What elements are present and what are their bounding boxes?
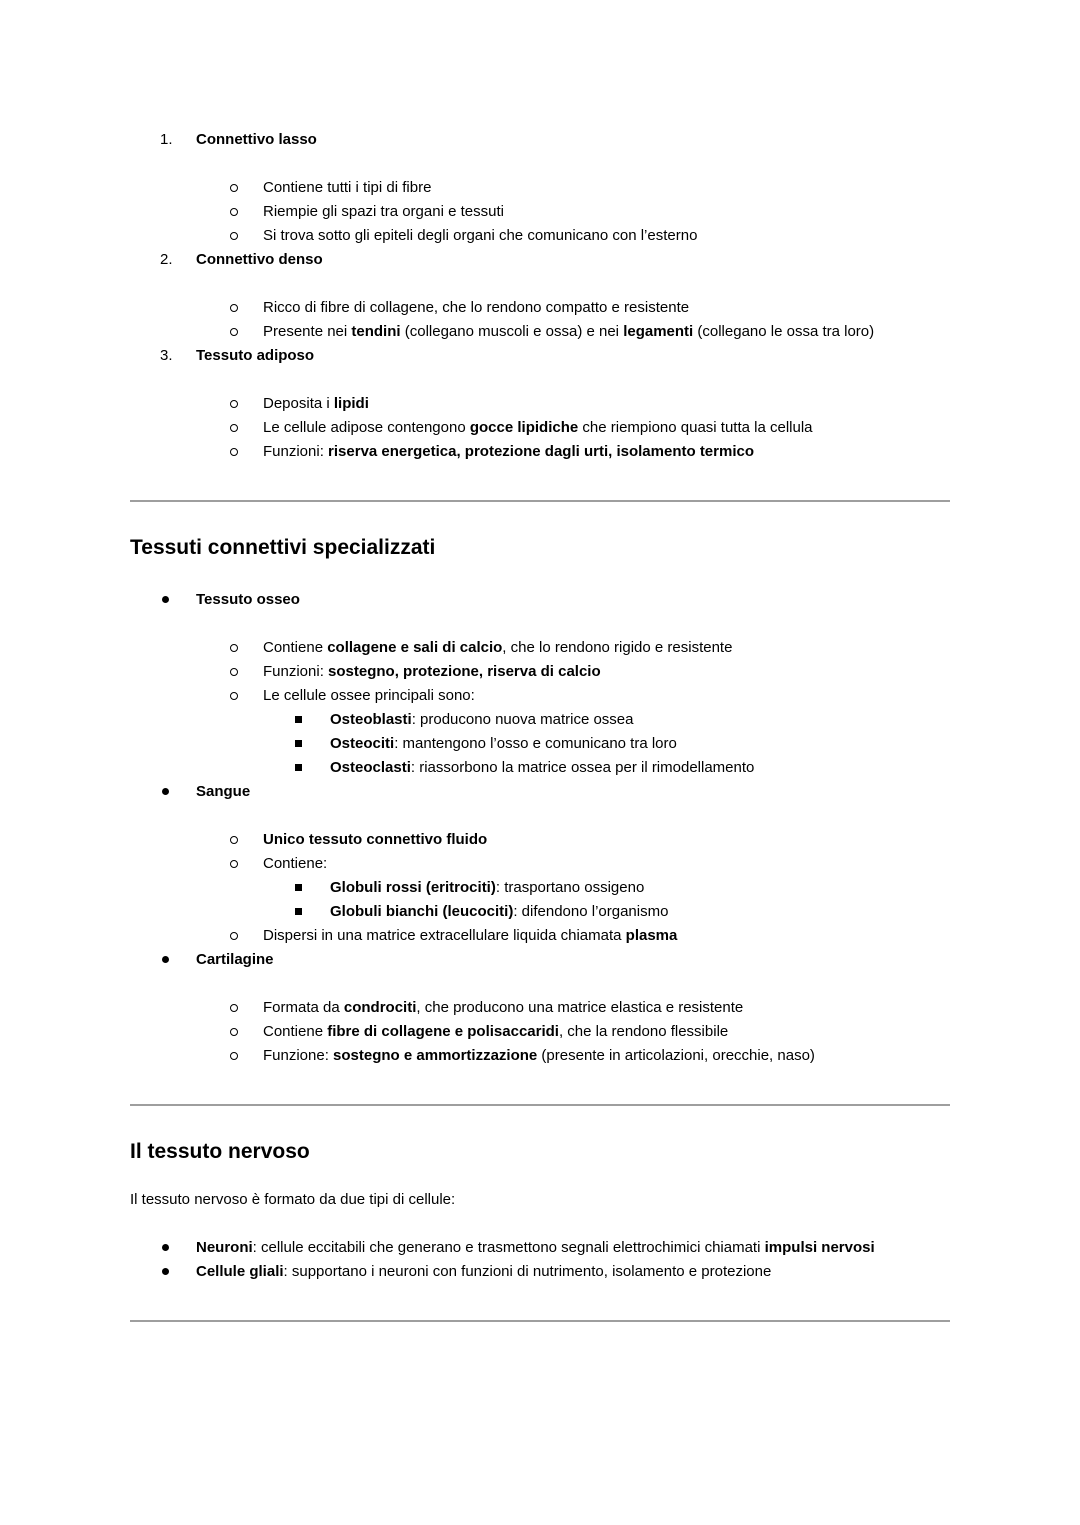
circle-bullet-icon: [230, 176, 263, 192]
list-item-text: Cartilagine: [196, 951, 274, 968]
list-item-text: Cellule gliali: supportano i neuroni con funzioni di nutrimento, isolamento e protezione: [196, 1263, 772, 1280]
circle-bullet-icon: [230, 828, 263, 844]
list-item-text: Si trova sotto gli epiteli degli organi che comunicano con l’esterno: [263, 227, 698, 244]
square-bullet-icon: [295, 756, 330, 771]
list-item-text: Le cellule ossee principali sono:: [263, 687, 475, 704]
horizontal-divider: [130, 500, 950, 502]
list-item: [130, 684, 950, 708]
list-item: [130, 128, 950, 152]
circle-bullet-icon: [230, 996, 263, 1012]
square-bullet-icon: [295, 876, 330, 891]
list-item-text: Globuli bianchi (leucociti): difendono l’organismo: [330, 903, 669, 920]
list-item: [130, 756, 950, 780]
list-item: [130, 588, 950, 612]
list-item: [130, 924, 950, 948]
list-item: [130, 176, 950, 200]
list-item-text: Funzione: sostegno e ammortizzazione (presente in articolazioni, orecchie, naso): [263, 1047, 815, 1064]
list-item-text: Funzioni: sostegno, protezione, riserva di calcio: [263, 663, 601, 680]
circle-bullet-icon: [230, 852, 263, 868]
circle-bullet-icon: [230, 320, 263, 336]
paragraph-nervoso-intro: Il tessuto nervoso è formato da due tipi di cellule:: [130, 1191, 456, 1208]
list-item-text: Unico tessuto connettivo fluido: [263, 831, 488, 848]
list-item: [130, 828, 950, 852]
list-item-text: Neuroni: cellule eccitabili che generano e trasmettono segnali elettrochimici chiamati impulsi nervosi: [196, 1239, 875, 1256]
square-bullet-icon: [295, 708, 330, 723]
list-item-text: Connettivo denso: [196, 251, 323, 268]
section-heading-tessuti-specializzati: Tessuti connettivi specializzati: [130, 536, 436, 559]
list-item: [130, 1260, 950, 1284]
list-item: [130, 1020, 950, 1044]
list-item: [130, 660, 950, 684]
number-marker: 1.: [160, 131, 173, 148]
list-item: [130, 636, 950, 660]
square-bullet-icon: [295, 900, 330, 915]
horizontal-divider: [130, 1104, 950, 1106]
circle-bullet-icon: [230, 224, 263, 240]
list-item: [130, 440, 950, 464]
list-item-text: Riempie gli spazi tra organi e tessuti: [263, 203, 504, 220]
list-item: [130, 732, 950, 756]
list-item-text: Dispersi in una matrice extracellulare liquida chiamata plasma: [263, 927, 678, 944]
list-item-text: Connettivo lasso: [196, 131, 317, 148]
list-item-text: Le cellule adipose contengono gocce lipidiche che riempiono quasi tutta la cellula: [263, 419, 813, 436]
list-item: [130, 392, 950, 416]
list-item: [130, 1044, 950, 1068]
circle-bullet-icon: [230, 392, 263, 408]
list-item-text: Osteociti: mantengono l’osso e comunicano tra loro: [330, 735, 677, 752]
numbered-list-tipi-connettivo: [130, 128, 950, 464]
list-item: [130, 876, 950, 900]
list-item-text: Osteoblasti: producono nuova matrice ossea: [330, 711, 634, 728]
list-item-text: Contiene tutti i tipi di fibre: [263, 179, 432, 196]
list-item-text: Globuli rossi (eritrociti): trasportano ossigeno: [330, 879, 645, 896]
disc-bullet-icon: [162, 1236, 196, 1251]
circle-bullet-icon: [230, 296, 263, 312]
list-item-text: Contiene:: [263, 855, 328, 872]
list-item: [130, 1236, 950, 1260]
section-heading-tessuto-nervoso: Il tessuto nervoso: [130, 1140, 310, 1163]
list-item-text: Contiene fibre di collagene e polisaccaridi, che la rendono flessibile: [263, 1023, 729, 1040]
disc-bullet-icon: [162, 588, 196, 603]
list-item: [130, 996, 950, 1020]
list-item-text: Tessuto osseo: [196, 591, 300, 608]
list-item-text: Deposita i lipidi: [263, 395, 369, 412]
horizontal-divider: [130, 1320, 950, 1322]
list-item: [130, 224, 950, 248]
list-item: [130, 780, 950, 804]
list-item: [130, 248, 950, 272]
disc-bullet-icon: [162, 948, 196, 963]
number-marker: 2.: [160, 251, 173, 268]
list-item: [130, 948, 950, 972]
disc-bullet-icon: [162, 1260, 196, 1275]
circle-bullet-icon: [230, 660, 263, 676]
list-item-text: Contiene collagene e sali di calcio, che lo rendono rigido e resistente: [263, 639, 733, 656]
square-bullet-icon: [295, 732, 330, 747]
list-item-text: Tessuto adiposo: [196, 347, 315, 364]
circle-bullet-icon: [230, 636, 263, 652]
bullet-list-tessuto-nervoso: [130, 1236, 950, 1284]
list-item: [130, 708, 950, 732]
list-item-text: Funzioni: riserva energetica, protezione dagli urti, isolamento termico: [263, 443, 755, 460]
circle-bullet-icon: [230, 1044, 263, 1060]
list-item: [130, 320, 950, 344]
bullet-list-tessuti-specializzati: [130, 588, 950, 1068]
list-item: [130, 200, 950, 224]
circle-bullet-icon: [230, 924, 263, 940]
circle-bullet-icon: [230, 1020, 263, 1036]
circle-bullet-icon: [230, 200, 263, 216]
circle-bullet-icon: [230, 416, 263, 432]
list-item: [130, 296, 950, 320]
disc-bullet-icon: [162, 780, 196, 795]
circle-bullet-icon: [230, 440, 263, 456]
list-item-text: Formata da condrociti, che producono una matrice elastica e resistente: [263, 999, 744, 1016]
list-item-text: Presente nei tendini (collegano muscoli e ossa) e nei legamenti (collegano le ossa tra loro): [263, 323, 875, 340]
list-item: [130, 900, 950, 924]
number-marker: 3.: [160, 347, 173, 364]
list-item-text: Osteoclasti: riassorbono la matrice ossea per il rimodellamento: [330, 759, 755, 776]
list-item: [130, 344, 950, 368]
circle-bullet-icon: [230, 684, 263, 700]
list-item: [130, 416, 950, 440]
list-item-text: Sangue: [196, 783, 251, 800]
list-item-text: Ricco di fibre di collagene, che lo rendono compatto e resistente: [263, 299, 690, 316]
list-item: [130, 852, 950, 876]
